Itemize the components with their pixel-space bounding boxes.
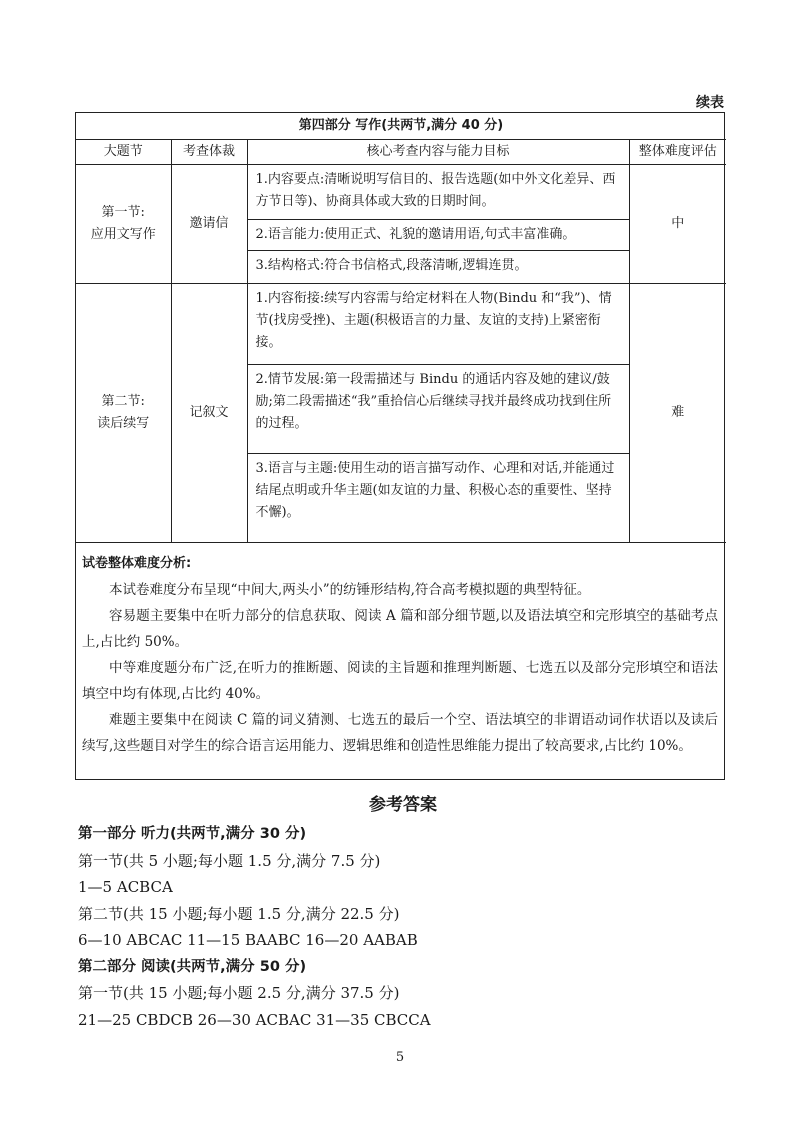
answer-line: 第一节(共 5 小题;每小题 1.5 分,满分 7.5 分) xyxy=(78,851,381,870)
header-difficulty: 整体难度评估 xyxy=(629,140,726,165)
answer-line: 21—25 CBDCB 26—30 ACBAC 31—35 CBCCA xyxy=(78,1010,431,1029)
summary-title: 试卷整体难度分析: xyxy=(82,556,192,571)
section-2-name: 第二节: 读后续写 xyxy=(76,284,171,543)
answer-line: 第一节(共 15 小题;每小题 2.5 分,满分 37.5 分) xyxy=(78,984,400,1002)
continued-label: 续表 xyxy=(696,95,724,111)
section-1-genre: 邀请信 xyxy=(171,165,247,284)
page-number: 5 xyxy=(395,1050,405,1065)
evaluation-table-frame xyxy=(75,112,725,780)
header-objectives: 核心考查内容与能力目标 xyxy=(247,140,629,165)
section-1-item-2: 2.语言能力:使用正式、礼貌的邀请用语,句式丰富准确。 xyxy=(255,227,576,242)
answers-title: 参考答案 xyxy=(369,795,437,815)
section-2-item-3: 3.语言与主题:使用生动的语言描写动作、心理和对话,并能通过结尾点明或升华主题(如友谊的力量、积极心态的重要性、坚持不懈)。 xyxy=(255,461,615,520)
section-2-item-2: 2.情节发展:第一段需描述与 Bindu 的通话内容及她的建议/鼓励;第二段需描述“我”重拾信心后继续寻找并最终成功找到住所的过程。 xyxy=(255,372,612,431)
section-2-difficulty: 难 xyxy=(629,284,726,543)
section-2-genre: 记叙文 xyxy=(171,284,247,543)
answer-line: 第二节(共 15 小题;每小题 1.5 分,满分 22.5 分) xyxy=(78,904,400,923)
answer-line: 第二部分 阅读(共两节,满分 50 分) xyxy=(78,958,307,975)
difficulty-summary xyxy=(76,543,724,759)
summary-paragraph: 中等难度题分布广泛,在听力的推断题、阅读的主旨题和推理判断题、七选五以及部分完形填空和语法填空中均有体现,占比约 40%。 xyxy=(82,660,718,702)
writing-evaluation-table xyxy=(76,113,726,543)
header-section: 大题节 xyxy=(76,140,171,165)
answer-line: 6—10 ABCAC 11—15 BAABC 16—20 AABAB xyxy=(78,931,418,949)
section-2-item-1: 1.内容衔接:续写内容需与给定材料在人物(Bindu 和“我”)、情节(找房受挫)、主题(积极语言的力量、友谊的支持)上紧密衔接。 xyxy=(255,291,612,350)
summary-paragraph: 难题主要集中在阅读 C 篇的词义猜测、七选五的最后一个空、语法填空的非谓语动词作状语以及读后续写,这些题目对学生的综合语言运用能力、逻辑思维和创造性思维能力提出了较高要求,占比约 10%。 xyxy=(82,712,718,754)
section-1-name: 第一节: 应用文写作 xyxy=(76,165,171,284)
header-genre: 考查体裁 xyxy=(171,140,247,165)
answer-line: 1—5 ACBCA xyxy=(78,878,173,896)
summary-paragraph: 容易题主要集中在听力部分的信息获取、阅读 A 篇和部分细节题,以及语法填空和完形填空的基础考点上,占比约 50%。 xyxy=(82,608,718,650)
reference-answers xyxy=(78,790,728,1033)
summary-paragraph: 本试卷难度分布呈现“中间大,两头小”的纺锤形结构,符合高考模拟题的典型特征。 xyxy=(109,582,591,598)
section-1-item-1: 1.内容要点:清晰说明写信目的、报告选题(如中外文化差异、西方节日等)、协商具体或大致的日期时间。 xyxy=(255,172,616,209)
answer-line: 第一部分 听力(共两节,满分 30 分) xyxy=(78,826,307,842)
section-1-difficulty: 中 xyxy=(629,165,726,284)
table-title: 第四部分 写作(共两节,满分 40 分) xyxy=(76,113,726,140)
section-1-item-3: 3.结构格式:符合书信格式,段落清晰,逻辑连贯。 xyxy=(255,258,528,273)
